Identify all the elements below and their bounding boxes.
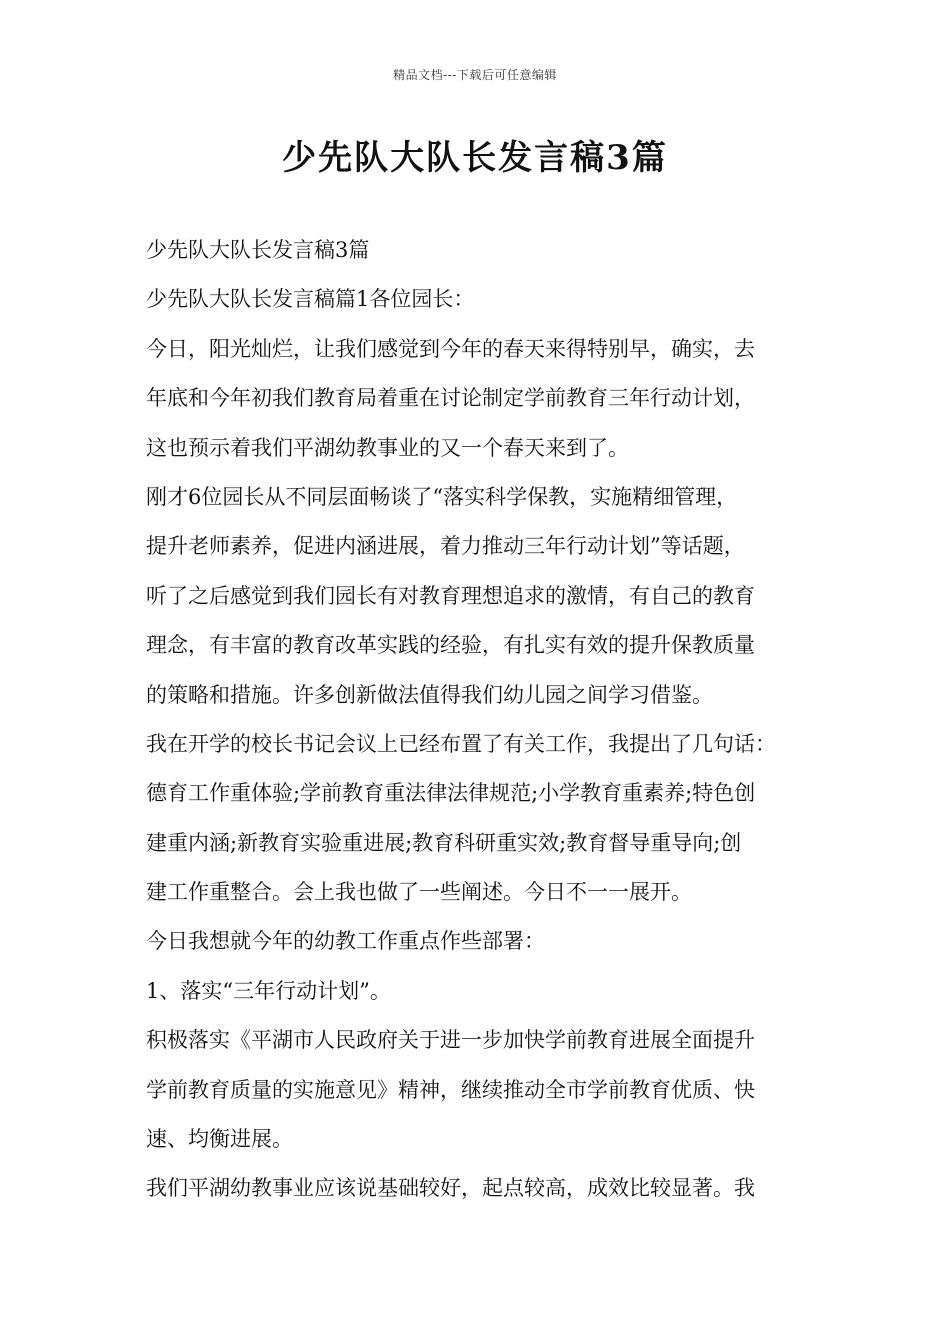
- text-line: 今日我想就今年的幼教工作重点作些部署：: [146, 929, 545, 954]
- text-line: 这也预示着我们平湖幼教事业的又一个春天来到了。: [146, 435, 629, 460]
- text-line: 的策略和措施。许多创新做法值得我们幼儿园之间学习借鉴。: [146, 682, 713, 707]
- text-line: 理念，有丰富的教育改革实践的经验，有扎实有效的提升保教质量: [146, 633, 755, 658]
- text-line: 年底和今年初我们教育局着重在讨论制定学前教育三年行动计划，: [146, 386, 755, 411]
- text-line: 我们平湖幼教事业应该说基础较好，起点较高，成效比较显著。我: [146, 1176, 755, 1201]
- text-line: 少先队大队长发言稿3篇: [146, 238, 370, 262]
- text-line: 速、均衡进展。: [146, 1127, 293, 1152]
- text-line: 我在开学的校长书记会议上已经布置了有关工作，我提出了几句话：: [146, 731, 776, 756]
- text-line: 刚才6位园长从不同层面畅谈了“落实科学保教，实施精细管理，: [146, 484, 738, 509]
- text-line: 学前教育质量的实施意见》精神，继续推动全市学前教育优质、快: [146, 1077, 755, 1102]
- header-note: 精品文档---下载后可任意编辑: [393, 68, 557, 82]
- text-line: 建工作重整合。会上我也做了一些阐述。今日不一一展开。: [146, 880, 692, 905]
- text-line: 提升老师素养，促进内涵进展，着力推动三年行动计划”等话题，: [146, 534, 745, 559]
- text-line: 听了之后感觉到我们园长有对教育理想追求的激情，有自己的教育: [146, 583, 755, 608]
- text-line: 少先队大队长发言稿篇1各位园长：: [146, 287, 475, 312]
- text-line: 德育工作重体验;学前教育重法律法律规范;小学教育重素养;特色创: [146, 781, 756, 806]
- text-line: 今日，阳光灿烂，让我们感觉到今年的春天来得特别早，确实，去: [146, 336, 755, 361]
- text-line: 建重内涵;新教育实验重进展;教育科研重实效;教育督导重导向;创: [146, 830, 742, 855]
- text-line: 1、落实“三年行动计划”。: [146, 978, 391, 1003]
- text-line: 积极落实《平湖市人民政府关于进一步加快学前教育进展全面提升: [146, 1028, 755, 1053]
- document-body: [146, 234, 811, 1222]
- document-title: 少先队大队长发言稿3篇: [282, 138, 668, 178]
